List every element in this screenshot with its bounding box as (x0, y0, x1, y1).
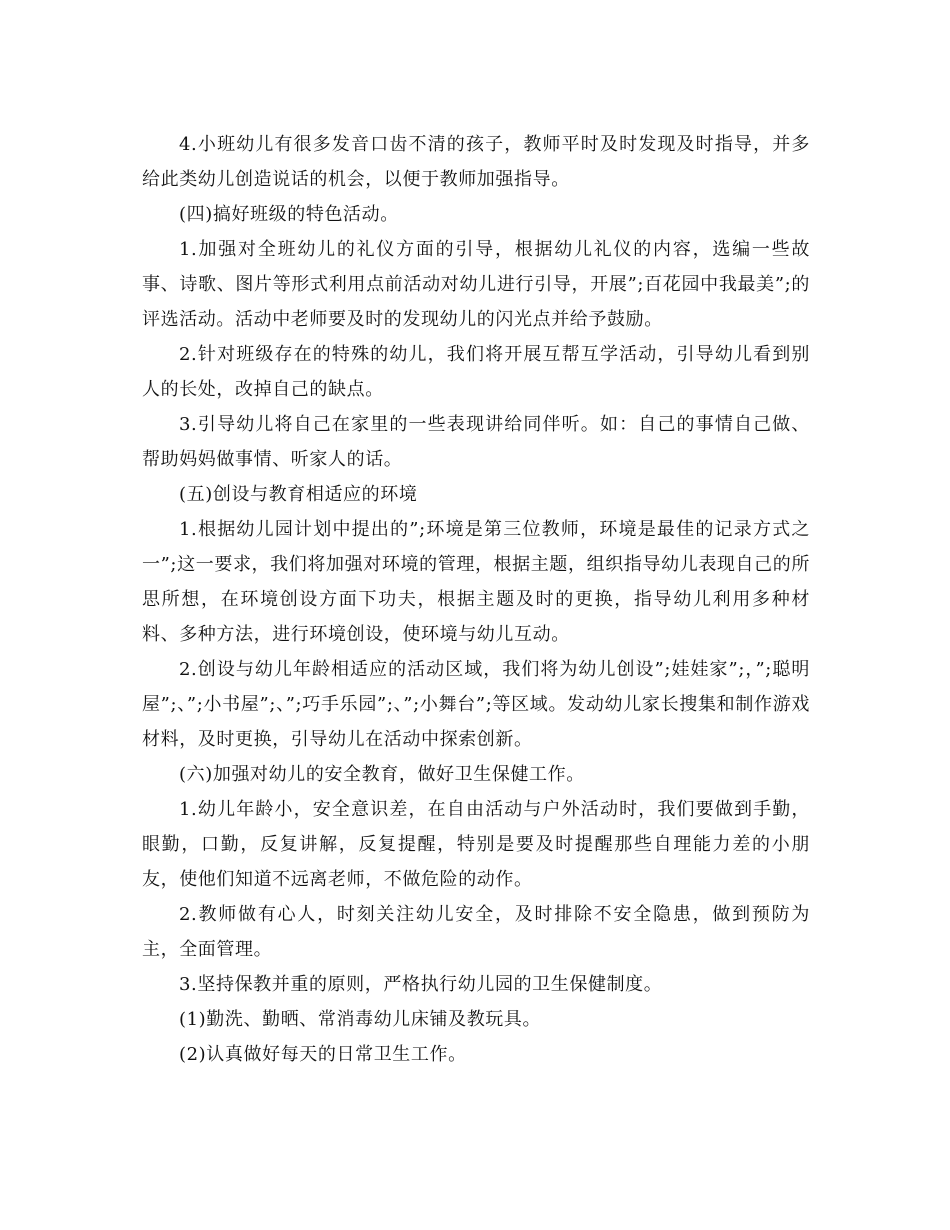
paragraph-item-1-safety: 1.幼儿年龄小，安全意识差，在自由活动与户外活动时，我们要做到手勤，眼勤，口勤，反复讲解，反复提醒，特别是要及时提醒那些自理能力差的小朋友，使他们知道不远离老师，不做危险的动作。 (142, 799, 810, 890)
paragraph-item-1-etiquette: 1.加强对全班幼儿的礼仪方面的引导，根据幼儿礼仪的内容，选编一些故事、诗歌、图片等形式利用点前活动对幼儿进行引导，开展”;百花园中我最美”;的评选活动。活动中老师要及时的发现幼儿的闪光点并给予鼓励。 (142, 239, 810, 330)
section-heading-5: (五)创设与教育相适应的环境 (179, 484, 418, 505)
section-heading-4: (四)搞好班级的特色活动。 (179, 204, 399, 225)
paragraph-item-4-speech: 4.小班幼儿有很多发音口齿不清的孩子，教师平时及时发现及时指导，并多给此类幼儿创造说话的机会，以便于教师加强指导。 (142, 134, 810, 190)
paragraph-item-2-mutual-help: 2.针对班级存在的特殊的幼儿，我们将开展互帮互学活动，引导幼儿看到别人的长处，改掉自己的缺点。 (142, 344, 810, 400)
paragraph-subitem-2-daily-work: (2)认真做好每天的日常卫生工作。 (179, 1044, 467, 1065)
section-heading-6: (六)加强对幼儿的安全教育，做好卫生保健工作。 (179, 764, 585, 785)
paragraph-item-3-sharing: 3.引导幼儿将自己在家里的一些表现讲给同伴听。如：自己的事情自己做、帮助妈妈做事情、听家人的话。 (142, 414, 810, 470)
paragraph-item-1-environment: 1.根据幼儿园计划中提出的”;环境是第三位教师，环境是最佳的记录方式之一”;这一要求，我们将加强对环境的管理，根据主题，组织指导幼儿表现自己的所思所想，在环境创设方面下功夫，根据主题及时的更换，指导幼儿利用多种材料、多种方法，进行环境创设，使环境与幼儿互动。 (142, 519, 810, 645)
paragraph-item-2-attention: 2.教师做有心人，时刻关注幼儿安全，及时排除不安全隐患，做到预防为主，全面管理。 (142, 904, 810, 960)
document-body (142, 127, 810, 1072)
paragraph-subitem-1-cleaning: (1)勤洗、勤晒、常消毒幼儿床铺及教玩具。 (179, 1009, 542, 1030)
paragraph-item-3-hygiene: 3.坚持保教并重的原则，严格执行幼儿园的卫生保健制度。 (179, 974, 663, 995)
paragraph-item-2-activity-areas: 2.创设与幼儿年龄相适应的活动区域，我们将为幼儿创设”;娃娃家”;，”;聪明屋”;、”;小书屋”;、”;巧手乐园”;、”;小舞台”;等区域。发动幼儿家长搜集和制作游戏材料，及时更换，引导幼儿在活动中探索创新。 (142, 659, 810, 750)
